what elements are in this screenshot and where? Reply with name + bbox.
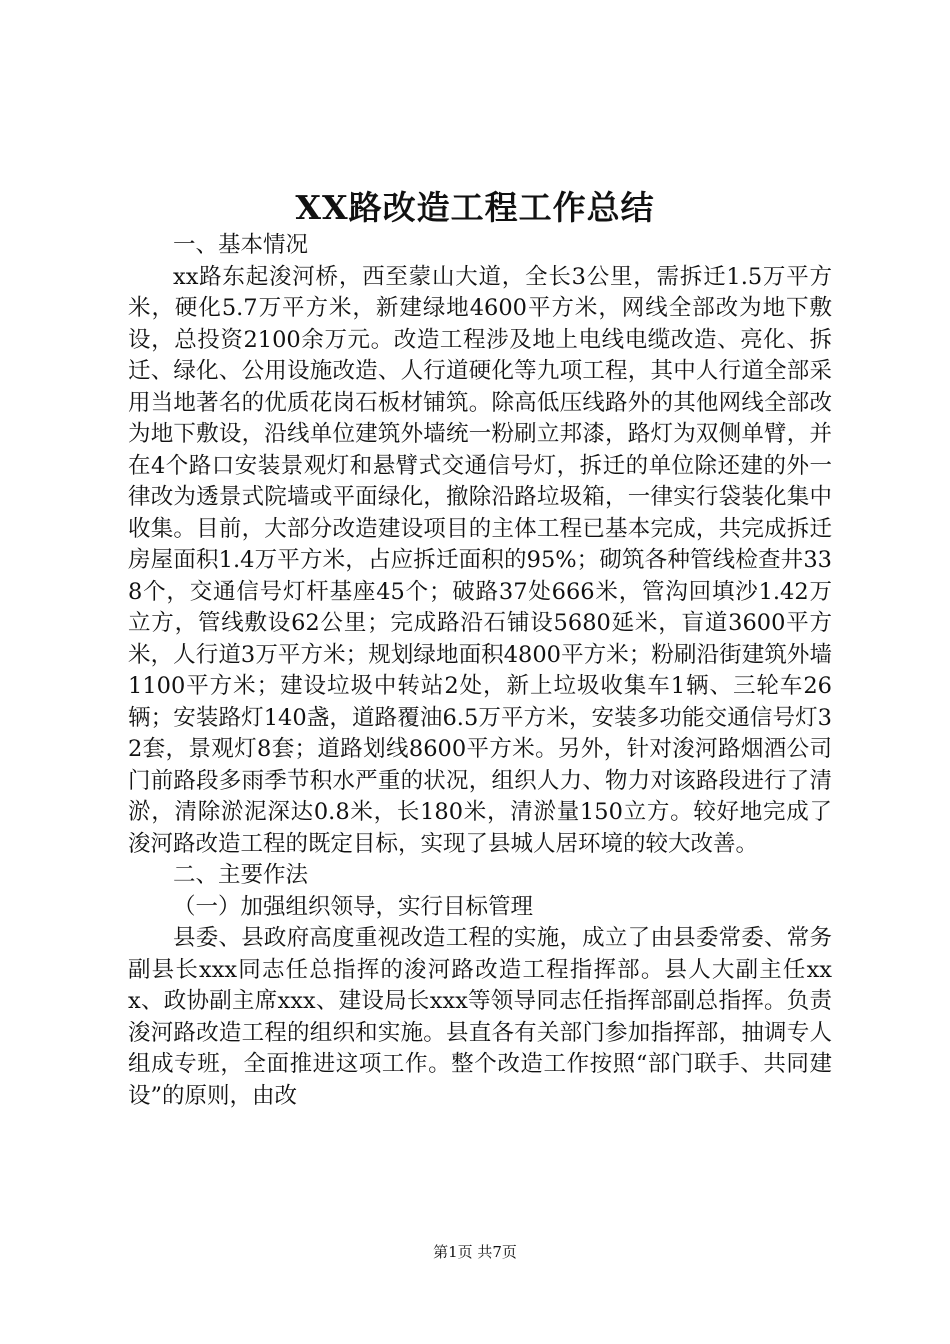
document-title: XX路改造工程工作总结 [295, 188, 655, 227]
paragraph-basic-info: xx路东起浚河桥，西至蒙山大道，全长3公里，需拆迁1.5万平方米，硬化5.7万平方米，新建绿地4600平方米，网线全部改为地下敷设，总投资2100余万元。改造工程涉及地上电线电缆改造、亮化、拆迁、绿化、公用设施改造、人行道硬化等九项工程，其中人行道全部采用当地著名的优质花岗石板材铺筑。除高低压线路外的其他网线全部改为地下敷设，沿线单位建筑外墙统一粉刷立邦漆，路灯为双侧单臂，并在4个路口安装景观灯和悬臂式交通信号灯，拆迁的单位除还建的外一律改为透景式院墙或平面绿化，撤除沿路垃圾箱，一律实行袋装化集中收集。目前，大部分改造建设项目的主体工程已基本完成，共完成拆迁房屋面积1.4万平方米，占应拆迁面积的95%；砌筑各种管线检查井338个，交通信号灯杆基座45个；破路37处666米，管沟回填沙1.42万立方，管线敷设62公里；完成路沿石铺设5680延米，盲道3600平方米，人行道3万平方米；规划绿地面积4800平方米；粉刷沿街建筑外墙1100平方米；建设垃圾中转站2处，新上垃圾收集车1辆、三轮车26辆；安装路灯140盏，道路覆油6.5万平方米，安装多功能交通信号灯32套，景观灯8套；道路划线8600平方米。另外，针对浚河路烟酒公司门前路段多雨季节积水严重的状况，组织人力、物力对该路段进行了清淤，清除淤泥深达0.8米，长180米，清淤量150立方。较好地完成了浚河路改造工程的既定目标，实现了县城人居环境的较大改善。 [128, 263, 832, 857]
paragraph-organization: 县委、县政府高度重视改造工程的实施，成立了由县委常委、常务副县长xxx同志任总指挥的浚河路改造工程指挥部。县人大副主任xxx、政协副主席xxx、建设局长xxx等领导同志任指挥部副总指挥。负责浚河路改造工程的组织和实施。县直各有关部门参加指挥部，抽调专人组成专班，全面推进这项工作。整个改造工作按照“部门联手、共同建设”的原则，由改 [128, 925, 832, 1109]
section-heading-basic-info: 一、基本情况 [173, 232, 309, 258]
subsection-heading-organization: （一）加强组织领导，实行目标管理 [173, 893, 534, 920]
page-number-footer: 第1页 共7页 [433, 1243, 517, 1261]
document-body [128, 230, 832, 1112]
section-heading-main-methods: 二、主要作法 [173, 862, 309, 888]
